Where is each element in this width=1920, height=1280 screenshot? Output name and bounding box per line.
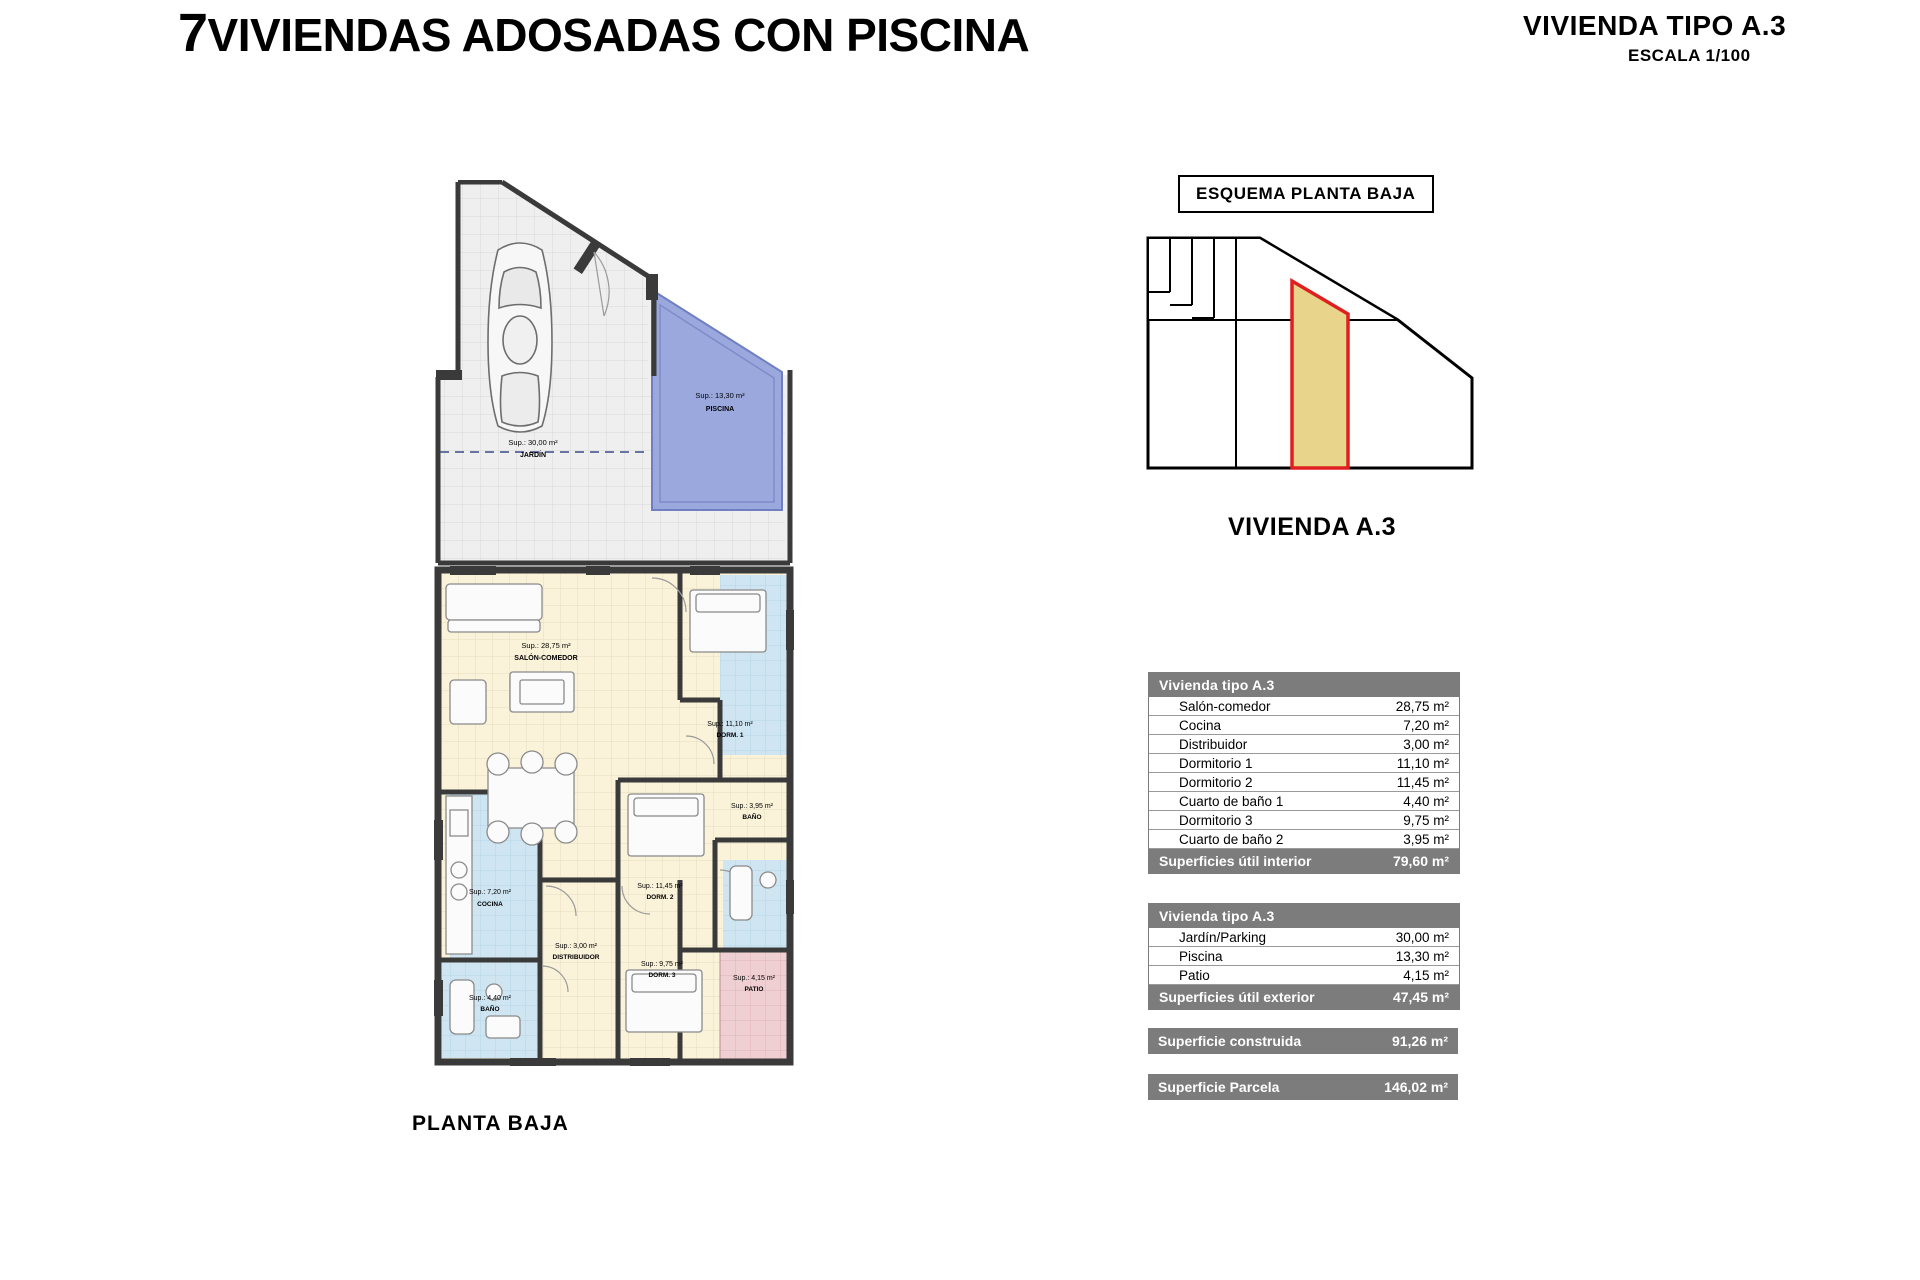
table-row <box>1149 754 1459 773</box>
table-interior-areas <box>1148 672 1460 874</box>
swimming-pool <box>652 290 782 510</box>
wall-block-1 <box>436 370 462 380</box>
highlighted-plot-a3 <box>1292 281 1348 468</box>
row-label: Dormitorio 2 <box>1179 774 1253 790</box>
plot-area-label: Superficie Parcela <box>1158 1079 1280 1095</box>
garden-name: JARDÍN <box>519 452 547 459</box>
table-row <box>1149 966 1459 985</box>
row-value: 28,75 m² <box>1395 698 1449 714</box>
bano2-name: BAÑO <box>742 814 762 821</box>
table-row <box>1149 716 1459 735</box>
cocina-name: COCINA <box>477 901 503 908</box>
row-label: Piscina <box>1179 948 1223 964</box>
pool-name: PISCINA <box>705 406 735 413</box>
table-plot-area <box>1148 1074 1458 1100</box>
plot-area-row <box>1148 1074 1458 1100</box>
title-number: 7 <box>178 3 208 63</box>
table-interior-total <box>1149 849 1459 873</box>
row-band <box>1148 238 1398 320</box>
site-scheme-diagram <box>1140 228 1480 478</box>
table-row <box>1149 811 1459 830</box>
table-row <box>1149 792 1459 811</box>
table-row <box>1149 735 1459 754</box>
total-value: 47,45 m² <box>1392 989 1449 1005</box>
built-area-row <box>1148 1028 1458 1054</box>
row-value: 3,95 m² <box>1403 831 1449 847</box>
dwelling-type-title: VIVIENDA TIPO A.3 <box>1523 10 1787 41</box>
row-value: 11,10 m² <box>1396 755 1449 771</box>
table-interior-title: Vivienda tipo A.3 <box>1159 677 1275 693</box>
bano2-sup: Sup.: 3,95 m² <box>730 803 774 810</box>
row-value: 4,40 m² <box>1403 793 1449 809</box>
garden-sup: Sup.: 30,00 m² <box>508 438 558 447</box>
bano1-name: BAÑO <box>480 1006 500 1013</box>
furniture-kitchen <box>446 796 472 954</box>
table-exterior-total <box>1149 985 1459 1009</box>
patio-sup: Sup.: 4,15 m² <box>732 975 776 982</box>
plot-area-value: 146,02 m² <box>1384 1079 1448 1095</box>
row-label: Cocina <box>1179 717 1222 733</box>
scheme-caption: VIVIENDA A.3 <box>1228 513 1397 541</box>
scheme-label: ESQUEMA PLANTA BAJA <box>1178 175 1434 213</box>
table-row <box>1149 697 1459 716</box>
row-value: 9,75 m² <box>1403 812 1449 828</box>
table-exterior-header <box>1149 904 1459 928</box>
site-scheme-svg <box>1140 228 1480 478</box>
row-label: Salón-comedor <box>1179 698 1271 714</box>
patio-floor <box>720 950 788 1062</box>
row-value: 13,30 m² <box>1395 948 1449 964</box>
row-label: Cuarto de baño 2 <box>1179 831 1284 847</box>
row-value: 30,00 m² <box>1395 929 1449 945</box>
table-row <box>1149 928 1459 947</box>
built-area-label: Superficie construida <box>1158 1033 1302 1049</box>
row-value: 3,00 m² <box>1403 736 1449 752</box>
car-icon <box>488 243 552 432</box>
table-row <box>1149 947 1459 966</box>
floor-plan-caption: PLANTA BAJA <box>412 1112 569 1135</box>
table-row <box>1149 773 1459 792</box>
row-value: 11,45 m² <box>1396 774 1449 790</box>
floor-plan-svg <box>390 180 850 1090</box>
dorm1-sup: Sup.: 11,10 m² <box>707 721 753 728</box>
page-title <box>178 2 1029 64</box>
bano1-sup: Sup.: 4,40 m² <box>468 995 512 1002</box>
dorm3-name: DORM. 3 <box>648 972 676 979</box>
row-label: Dormitorio 3 <box>1179 812 1253 828</box>
scale-label: ESCALA 1/100 <box>1628 46 1751 65</box>
floor-plan <box>390 180 850 1090</box>
built-area-value: 91,26 m² <box>1391 1033 1448 1049</box>
salon-sup: Sup.: 28,75 m² <box>521 641 571 650</box>
total-label: Superficies útil interior <box>1159 853 1312 869</box>
dorm2-name: DORM. 2 <box>646 894 674 901</box>
dorm1-name: DORM. 1 <box>716 732 744 739</box>
row-label: Patio <box>1179 967 1210 983</box>
pool-sup: Sup.: 13,30 m² <box>695 391 745 400</box>
title-text: VIVIENDAS ADOSADAS CON PISCINA <box>207 9 1030 61</box>
row-label: Distribuidor <box>1179 736 1248 752</box>
distribuidor-name: DISTRIBUIDOR <box>552 954 600 961</box>
table-exterior-areas <box>1148 903 1460 1010</box>
total-value: 79,60 m² <box>1392 853 1449 869</box>
table-built-area <box>1148 1028 1458 1054</box>
table-exterior-title: Vivienda tipo A.3 <box>1159 908 1275 924</box>
cocina-sup: Sup.: 7,20 m² <box>468 889 512 896</box>
row-label: Cuarto de baño 1 <box>1179 793 1284 809</box>
row-label: Dormitorio 1 <box>1179 755 1253 771</box>
wall-block-2 <box>646 274 658 300</box>
patio-name: PATIO <box>744 986 764 993</box>
dorm3-sup: Sup.: 9,75 m² <box>640 961 684 968</box>
row-value: 4,15 m² <box>1403 967 1449 983</box>
row-label: Jardín/Parking <box>1179 929 1267 945</box>
row-value: 7,20 m² <box>1403 717 1449 733</box>
salon-name: SALÓN-COMEDOR <box>514 655 578 662</box>
distribuidor-sup: Sup.: 3,00 m² <box>554 943 598 950</box>
table-row <box>1149 830 1459 849</box>
total-label: Superficies útil exterior <box>1159 989 1315 1005</box>
dorm2-sup: Sup.: 11,45 m² <box>637 883 683 890</box>
table-interior-header <box>1149 673 1459 697</box>
